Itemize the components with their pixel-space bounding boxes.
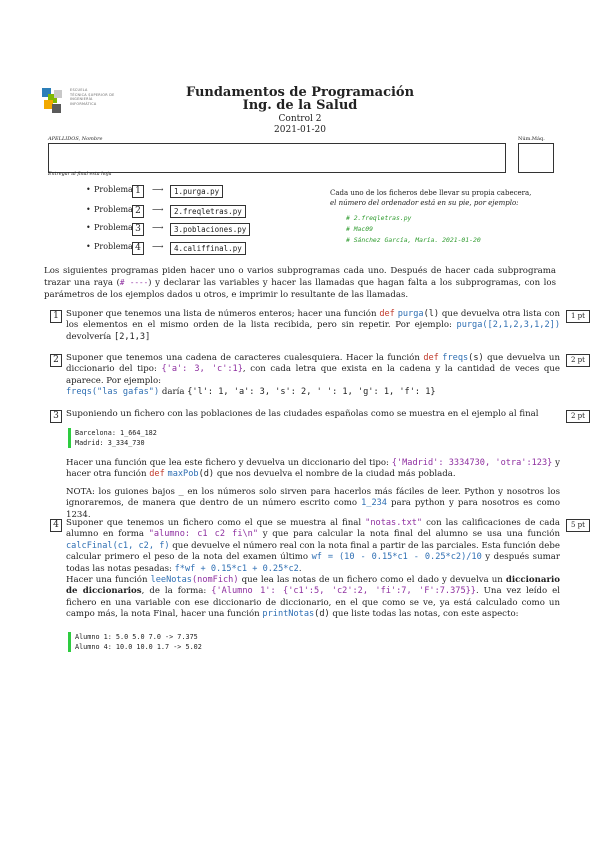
intro-paragraph: Los siguientes programas piden hacer uno o varios subprogramas cada uno. Después de hacer cada subprograma trazar una raya (# ----) y declarar las variables y hacer las llamadas que hagan falta a los subprogramas, con los parámetros de los ejemplos dados u otros, e imprimir lo resultante de las llamadas. xyxy=(44,266,556,300)
grades-output-example xyxy=(68,632,295,652)
question-3-points: 2 pt xyxy=(566,410,590,423)
header-note-line: Cada uno de los ficheros debe llevar su propia cabecera, xyxy=(330,189,532,197)
question-2-text: Suponer que tenemos una cadena de caracteres cualesquiera. Hacer la función def freqs(s) que devuelva un diccionario del tipo: {'a': 3, 'c':1}, con cada letra que exista en la cadena y la cantidad de veces que aparece. Por ejemplo: freqs("las gafas") daría {'l': 1, 'a': 3, 's': 2, ' ': 1, 'g': 1, 'f': 1} xyxy=(66,353,560,398)
header-note-line: el número del ordenador está en su pie, por ejemplo: xyxy=(330,199,519,207)
question-1-points: 1 pt xyxy=(566,310,590,323)
name-field[interactable] xyxy=(48,143,506,173)
submit-note: Entregar al final esta hoja xyxy=(48,172,112,177)
code-line: Barcelona: 1_664_182 xyxy=(75,429,157,437)
surname-label: APELLIDOS, Nombre xyxy=(48,136,103,142)
question-4-points: 5 pt xyxy=(566,519,590,532)
machine-number-field[interactable] xyxy=(518,143,554,173)
code-line: Madrid: 3_334_730 xyxy=(75,439,145,447)
logo-line: INFORMÁTICA xyxy=(70,101,97,106)
course-title: Fundamentos de Programación xyxy=(185,85,415,100)
question-4-text: Suponer que tenemos un fichero como el que se muestra al final "notas.txt" con las calificaciones de cada alumno en forma "alumno: c1 c2 fi\n" y que para calcular la nota final del alumno se usa una función calcFinal(c1, c2, f) que devuelve el número real con la nota final a partir de las parciales. Esta función debe calcular primero el peso de la nota del examen último wf = (10 - 0.15*c1 - 0.25*c2)/10 y después sumar todas las notas pesadas: f*wf + 0.15*c1 + 0.25*c2. Hacer una función leeNotas(nomFich) que lea las notas de un fichero como el dado y devuelva un diccionario de diccionarios, de la forma: {'Alumno 1': {'c1':5, 'c2':2, 'fi':7, 'F':7.375}}. Una vez leído el fichero en una variable con ese diccionario de diccionario, en el que como se ve, ya está calculado como un campo más, la nota Final, hacer una función printNotas(d) que liste todas las notas, con este aspecto: xyxy=(66,518,561,620)
question-2-number: 2 xyxy=(50,354,62,367)
header-note xyxy=(330,188,560,246)
code-comment: # Mac09 xyxy=(346,225,373,233)
question-1-number: 1 xyxy=(50,310,62,323)
question-1-text: Suponer que tenemos una lista de números enteros; hacer una función def purga(l) que devuelva otra lista con los elementos en el mismo orden de la lista recibida, pero sin repetir. Por ejemplo: purga([2,1,2,3,1,2]) devolvería [2,1,3] xyxy=(66,309,561,342)
code-line: Alumno 1: 5.0 5.0 7.0 -> 7.375 xyxy=(75,633,198,641)
question-3-intro: Suponiendo un fichero con las poblaciones de las ciudades españolas como se muestra en el ejemplo al final xyxy=(66,409,539,419)
exam-date: 2021-01-20 xyxy=(274,125,326,135)
code-comment: # Sánchez García, María. 2021-01-20 xyxy=(346,236,481,244)
question-2-points: 2 pt xyxy=(566,354,590,367)
degree-title: Ing. de la Salud xyxy=(242,98,358,113)
code-comment: # 2.freqletras.py xyxy=(346,214,412,222)
logo-line: ESCUELA xyxy=(70,88,88,92)
logo-line: INGENIERÍA xyxy=(70,97,93,102)
logo-icon xyxy=(40,86,66,116)
nmaq-label: Núm.Máq. xyxy=(518,136,545,142)
population-file-example xyxy=(68,428,275,448)
question-3-note: NOTA: los guiones bajos _ en los números solo sirven para hacerlos más fáciles de leer. Python y nosotros los ignoraremos, de manera que dentro de un número escrito como 1_234 para python y para nosotros es como 1234. xyxy=(66,487,560,520)
school-logo xyxy=(40,86,120,116)
question-4-number: 4 xyxy=(50,519,62,532)
question-3-number: 3 xyxy=(50,410,62,423)
exam-name: Control 2 xyxy=(278,114,322,124)
code-line: Alumno 4: 10.0 10.0 1.7 -> 5.02 xyxy=(75,643,202,651)
logo-line: TÉCNICA SUPERIOR DE xyxy=(70,92,115,97)
question-3-text: Hacer una función que lea este fichero y devuelva un diccionario del tipo: {'Madrid': 3334730, 'otra':123} y hacer otra función def maxPob(d) que nos devuelva el nombre de la ciudad más poblada. xyxy=(66,458,560,480)
